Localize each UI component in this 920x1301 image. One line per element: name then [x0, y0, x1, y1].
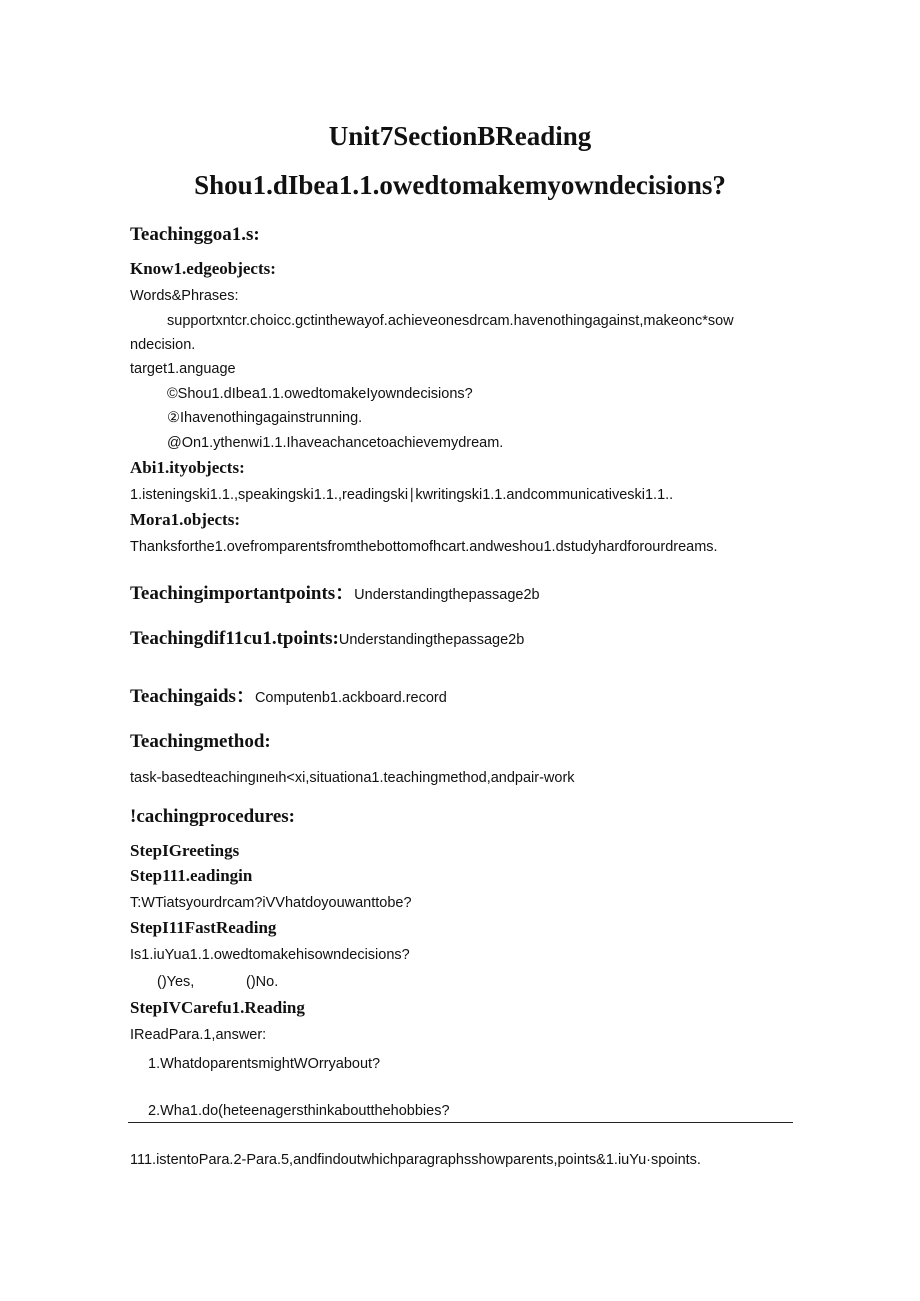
words-phrases-line-1: supportxntcr.choicc.gctinthewayof.achieveonesdrcam.havenothingagainst,makeonc*sow — [167, 313, 734, 329]
answer-yes-option: ()Yes, — [157, 974, 195, 990]
target-sentence-3: @On1.ythenwi1.1.Ihaveachancetoachievemydream. — [167, 435, 504, 451]
words-phrases-line-2: ndecision. — [130, 337, 196, 353]
answer-no-option: ()No. — [246, 974, 279, 990]
step-3-question: Is1.iuYua1.1.owedtomakehisowndecisions? — [130, 947, 410, 963]
question-1: 1.WhatdoparentsmightWOrryabout? — [148, 1056, 381, 1072]
read-para-instruction: IReadPara.1,answer: — [130, 1027, 267, 1043]
teaching-aids-row — [130, 681, 447, 708]
difficult-points-value: Understandingthepassage2b — [338, 632, 525, 648]
knowledge-objects-heading: Know1.edgeobjects: — [130, 259, 276, 278]
moral-objects-text: Thanksforthe1.ovefromparentsfromthebottomofhcart.andweshou1.dstudyhardforourdreams. — [130, 539, 718, 555]
moral-objects-heading: Mora1.objects: — [130, 510, 240, 529]
teaching-procedures-heading: !cachingprocedures: — [130, 806, 296, 827]
teaching-aids-value: Computenb1.ackboard.record — [254, 690, 447, 706]
page-title: Unit7SectionBReading — [328, 121, 592, 151]
target-sentence-1: ©Shou1.dIbea1.1.owedtomakeIyowndecisions? — [167, 386, 473, 402]
question-2: 2.Wha1.do(heteenagersthinkaboutthehobbies? — [148, 1103, 450, 1119]
page-subtitle: Shou1.dIbea1.1.owedtomakemyowndecisions? — [194, 170, 726, 200]
divider-line — [128, 1122, 793, 1123]
step-3-heading: StepI11FastReading — [130, 918, 277, 937]
target-sentence-2: ②Ihavenothingagainstrunning. — [167, 410, 363, 426]
target-language-label: target1.anguage — [130, 361, 236, 377]
important-points-value: Understandingthepassage2b — [354, 587, 540, 603]
teaching-goals-heading: Teachinggoa1.s: — [130, 224, 260, 245]
ability-objects-heading: Abi1.ityobjects: — [130, 458, 245, 477]
ability-objects-text: 1.isteningski1.1.,speakingski1.1.,readingski∣kwritingski1.1.andcommunicativeski1.1.. — [130, 487, 674, 503]
teaching-method-text: task-basedteachingιneιh<xi,situationa1.teachingmethod,andpair-work — [130, 770, 575, 786]
step-4-heading: StepIVCarefu1.Reading — [130, 998, 305, 1017]
difficult-points-row — [130, 628, 524, 650]
listen-instruction: 111.istentoPara.2-Para.5,andfindoutwhichparagraphsshowparents,points&1.iuYu·spoints. — [130, 1152, 701, 1168]
teaching-aids-label: Teachingaids： — [130, 686, 255, 707]
important-points-row — [130, 578, 540, 605]
teaching-method-heading: Teachingmethod: — [130, 731, 271, 752]
difficult-points-label: Teachingdif11cu1.tpoints: — [130, 628, 339, 649]
step-1-heading: StepIGreetings — [130, 841, 240, 860]
step-2-heading: Step111.eadingin — [130, 866, 253, 885]
words-phrases-label: Words&Phrases: — [130, 288, 239, 304]
important-points-label: Teachingimportantpoints： — [130, 583, 355, 604]
step-2-text: T:WTiatsyourdrcam?iVVhatdoyouwanttobe? — [130, 895, 412, 911]
